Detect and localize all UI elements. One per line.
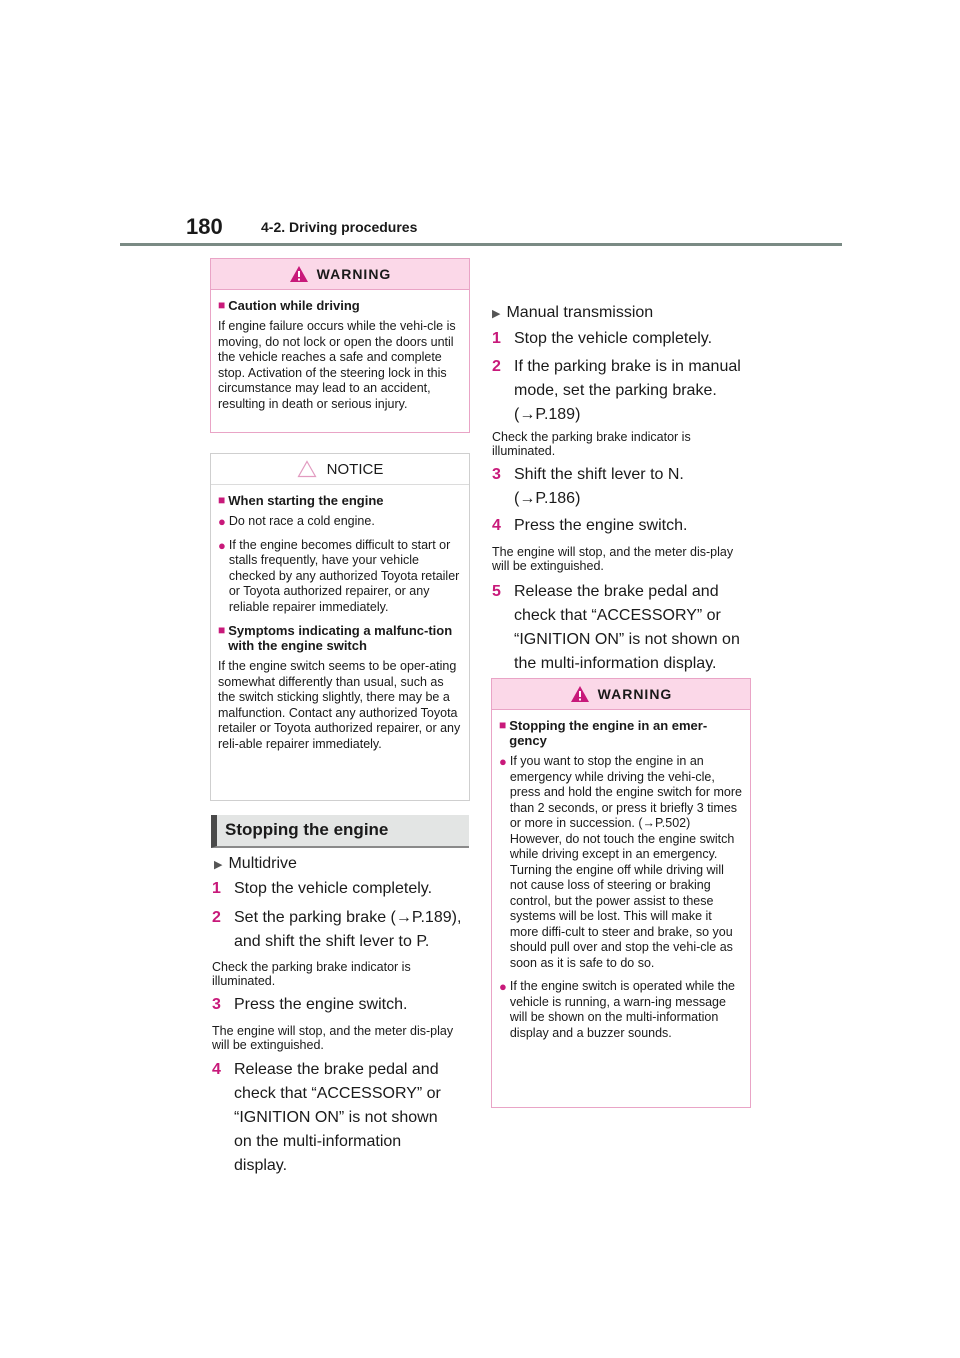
arrow-bullet-icon: ▶ bbox=[214, 859, 223, 871]
warning-header bbox=[211, 259, 469, 290]
square-bullet-icon: ■ bbox=[218, 493, 226, 507]
warning-triangle-icon bbox=[570, 685, 590, 703]
warning-triangle-icon bbox=[289, 265, 309, 283]
manual-label: Manual transmission bbox=[506, 304, 654, 321]
note: The engine will stop, and the meter dis-play will be extinguished. bbox=[492, 545, 734, 573]
warning-bullet: ● If you want to stop the engine in an emergency while driving the vehi-cle, press and hold the engine switch for more than 2 seconds, or press it briefly 3 times or more in succession. (→P.502) However, do not touch the engine switch while driving except in an emergency. Turning the engine off while driving will not cause loss of steering or braking control, but the power assist to these systems will be lost. This will make it more diffi-cult to steer and brake, so you should pull over and stop the vehi-cle as soon as it is safe to do so. bbox=[499, 754, 742, 970]
warning-box-driving bbox=[210, 258, 470, 433]
notice-title: NOTICE bbox=[326, 460, 384, 478]
step: 3 Shift the shift lever to N. (→P.186) bbox=[492, 466, 684, 507]
warning-title: WARNING bbox=[597, 686, 673, 702]
note: The engine will stop, and the meter dis-play will be extinguished. bbox=[212, 1024, 454, 1052]
notice-bullet: ● If the engine becomes difficult to start or stalls frequently, have your vehicle checked by any authorized Toyota retailer or Toyota authorized repairer, or any reliable repairer immediately. bbox=[218, 537, 460, 614]
step: 3 Press the engine switch. bbox=[212, 996, 408, 1013]
warning-subheading: ■ Caution while driving bbox=[218, 298, 360, 313]
warning-box-emergency bbox=[491, 678, 751, 1108]
page-number: 180 bbox=[186, 214, 223, 239]
dot-bullet-icon: ● bbox=[499, 979, 507, 994]
section-title: Stopping the engine bbox=[211, 815, 469, 848]
step bbox=[492, 301, 732, 326]
step: 2 Set the parking brake (→P.189), and shift the shift lever to P. bbox=[212, 909, 462, 950]
warning-title: WARNING bbox=[316, 266, 392, 282]
notice-subheading: ■ Symptoms indicating a malfunc-tion with the engine switch bbox=[218, 623, 453, 653]
section-heading: 4-2. Driving procedures bbox=[261, 219, 418, 235]
header-rule bbox=[120, 243, 842, 246]
warning-bullet: ● If the engine switch is operated while the vehicle is running, a warn-ing message will be shown on the multi-information display and a buzzer sounds. bbox=[499, 979, 735, 1040]
square-bullet-icon: ■ bbox=[499, 718, 507, 732]
step: 1 Stop the vehicle completely. bbox=[492, 330, 713, 347]
step: 5 Release the brake pedal and check that “ACCESSORY” or “IGNITION ON” is not shown on the multi-information display. bbox=[492, 583, 740, 672]
step: 2 If the parking brake is in manual mode, set the parking brake. (→P.189) bbox=[492, 358, 741, 423]
warning-header bbox=[492, 679, 750, 710]
dot-bullet-icon: ● bbox=[218, 514, 226, 529]
warning-text: If engine failure occurs while the vehi-cle is moving, do not lock or open the doors until the vehicle reaches a safe and complete stop. Activation of the steering lock in this circumstance may lead to an accident, resulting in death or serious injury. bbox=[218, 319, 456, 411]
step: 4 Release the brake pedal and check that “ACCESSORY” or “IGNITION ON” is not shown on the multi-information display. bbox=[212, 1061, 441, 1174]
multidrive-label: ▶ Multidrive bbox=[214, 855, 297, 872]
step: 1 Stop the vehicle completely. bbox=[212, 880, 433, 897]
notice-header bbox=[211, 454, 469, 485]
notice-subheading: ■ When starting the engine bbox=[218, 493, 384, 508]
arrow-bullet-icon: ▶ bbox=[492, 308, 501, 320]
dot-bullet-icon: ● bbox=[218, 537, 226, 553]
notice-box bbox=[210, 453, 470, 801]
step: 4 Press the engine switch. bbox=[492, 517, 688, 534]
note: Check the parking brake indicator is illuminated. bbox=[212, 960, 411, 988]
dot-bullet-icon: ● bbox=[499, 754, 507, 769]
square-bullet-icon: ■ bbox=[218, 623, 226, 637]
note: Check the parking brake indicator is illuminated. bbox=[492, 430, 691, 458]
warning-subheading: ■ Stopping the engine in an emer-gency bbox=[499, 718, 708, 748]
notice-text: If the engine switch seems to be oper-ating somewhat differently than usual, such as the switch sticking slightly, there may be a malfunction. Contact any authorized Toyota retailer or Toyota authorized repairer, or any reli-able repairer immediately. bbox=[218, 659, 461, 751]
notice-bullet: ● Do not race a cold engine. bbox=[218, 514, 375, 529]
caution-triangle-icon bbox=[297, 460, 317, 478]
square-bullet-icon: ■ bbox=[218, 298, 226, 312]
